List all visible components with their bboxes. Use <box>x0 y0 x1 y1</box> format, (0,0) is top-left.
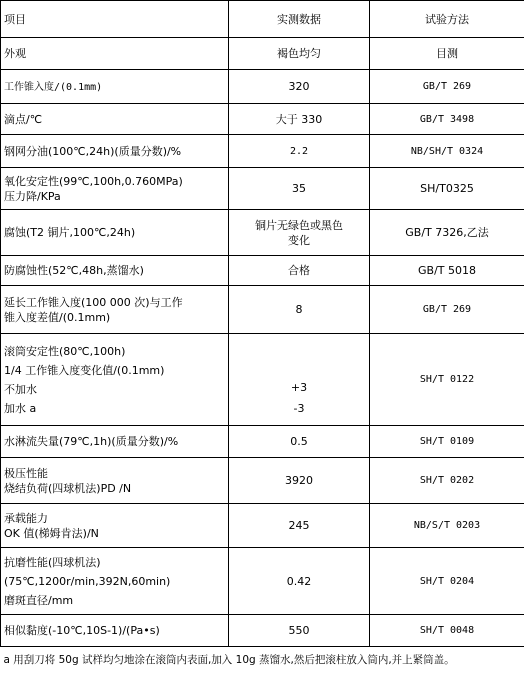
method-cell: GB/T 3498 <box>370 104 524 135</box>
item-cell <box>1 168 229 210</box>
table-row <box>1 548 524 615</box>
item-cell <box>1 548 229 615</box>
item-cell: 水淋流失量(79℃,1h)(质量分数)/% <box>1 426 229 458</box>
item-cell <box>1 334 229 426</box>
item-line: 承载能力 <box>4 511 48 525</box>
footnote: a 用刮刀将 50g 试样均匀地涂在滚筒内表面,加入 10g 蒸馏水,然后把滚柱放入筒内,并上紧筒盖。 <box>3 654 455 666</box>
value-line: -3 <box>293 402 305 415</box>
method-cell: GB/T 269 <box>370 70 524 104</box>
header-measured: 实测数据 <box>229 1 370 38</box>
table-row <box>1 210 524 256</box>
table-row <box>1 135 524 168</box>
table-row <box>1 426 524 458</box>
item-line: 氧化安定性(99℃,100h,0.760MPa) <box>4 174 183 188</box>
value-cell: 0.42 <box>229 548 370 615</box>
value-cell: 大于 330 <box>229 104 370 135</box>
item-line: OK 值(梯姆肯法)/N <box>4 526 99 540</box>
value-cell: 2.2 <box>229 135 370 168</box>
table-row <box>1 256 524 286</box>
item-line: 加水 a <box>4 401 37 415</box>
header-method: 试验方法 <box>370 1 524 38</box>
method-cell: GB/T 269 <box>370 286 524 334</box>
value-line: 变化 <box>288 233 310 247</box>
method-cell: 目测 <box>370 38 524 70</box>
item-cell: 工作锥入度/(0.1mm) <box>1 70 229 104</box>
item-line: (75℃,1200r/min,392N,60min) <box>4 574 171 588</box>
item-cell: 相似黏度(-10℃,10S-1)/(Pa•s) <box>1 615 229 647</box>
value-cell: 合格 <box>229 256 370 286</box>
value-cell: 35 <box>229 168 370 210</box>
item-line: 不加水 <box>4 382 37 396</box>
value-cell <box>229 210 370 256</box>
value-cell: 320 <box>229 70 370 104</box>
item-line: 1/4 工作锥入度变化值/(0.1mm) <box>4 363 165 377</box>
item-line: 烧结负荷(四球机法)PD /N <box>4 481 132 495</box>
item-cell <box>1 504 229 548</box>
item-line: 磨斑直径/mm <box>4 593 74 607</box>
method-cell: GB/T 7326,乙法 <box>370 210 524 256</box>
value-cell: 3920 <box>229 458 370 504</box>
value-cell <box>229 334 370 426</box>
table-row <box>1 168 524 210</box>
item-line: 延长工作锥入度(100 000 次)与工作 <box>4 295 183 309</box>
header-row <box>1 1 524 38</box>
value-cell: 8 <box>229 286 370 334</box>
item-cell: 滴点/℃ <box>1 104 229 135</box>
table-row <box>1 615 524 647</box>
item-cell: 防腐蚀性(52℃,48h,蒸馏水) <box>1 256 229 286</box>
method-cell: SH/T0325 <box>370 168 524 210</box>
method-cell: SH/T 0202 <box>370 458 524 504</box>
item-line: 滚筒安定性(80℃,100h) <box>4 344 126 358</box>
item-cell <box>1 286 229 334</box>
method-cell: SH/T 0204 <box>370 548 524 615</box>
item-line: 极压性能 <box>4 466 48 480</box>
item-cell <box>1 458 229 504</box>
method-cell: SH/T 0109 <box>370 426 524 458</box>
item-cell: 外观 <box>1 38 229 70</box>
method-cell: GB/T 5018 <box>370 256 524 286</box>
method-cell: NB/SH/T 0324 <box>370 135 524 168</box>
value-cell: 褐色均匀 <box>229 38 370 70</box>
table-row <box>1 286 524 334</box>
method-cell: SH/T 0048 <box>370 615 524 647</box>
table-row <box>1 334 524 426</box>
table-row <box>1 70 524 104</box>
footnote-row <box>1 647 524 668</box>
item-line: 锥入度差值/(0.1mm) <box>4 310 111 324</box>
table-row <box>1 104 524 135</box>
header-item: 项目 <box>1 1 229 38</box>
item-line: 压力降/KPa <box>4 189 61 203</box>
table-row <box>1 504 524 548</box>
value-line: +3 <box>290 381 308 394</box>
value-cell: 550 <box>229 615 370 647</box>
method-cell: NB/S/T 0203 <box>370 504 524 548</box>
table-row <box>1 458 524 504</box>
table-row <box>1 38 524 70</box>
item-cell: 钢网分油(100℃,24h)(质量分数)/% <box>1 135 229 168</box>
value-line: 铜片无绿色或黑色 <box>255 218 343 232</box>
value-cell: 245 <box>229 504 370 548</box>
method-cell: SH/T 0122 <box>370 334 524 426</box>
value-cell: 0.5 <box>229 426 370 458</box>
item-line: 抗磨性能(四球机法) <box>4 555 101 569</box>
item-cell: 腐蚀(T2 铜片,100℃,24h) <box>1 210 229 256</box>
